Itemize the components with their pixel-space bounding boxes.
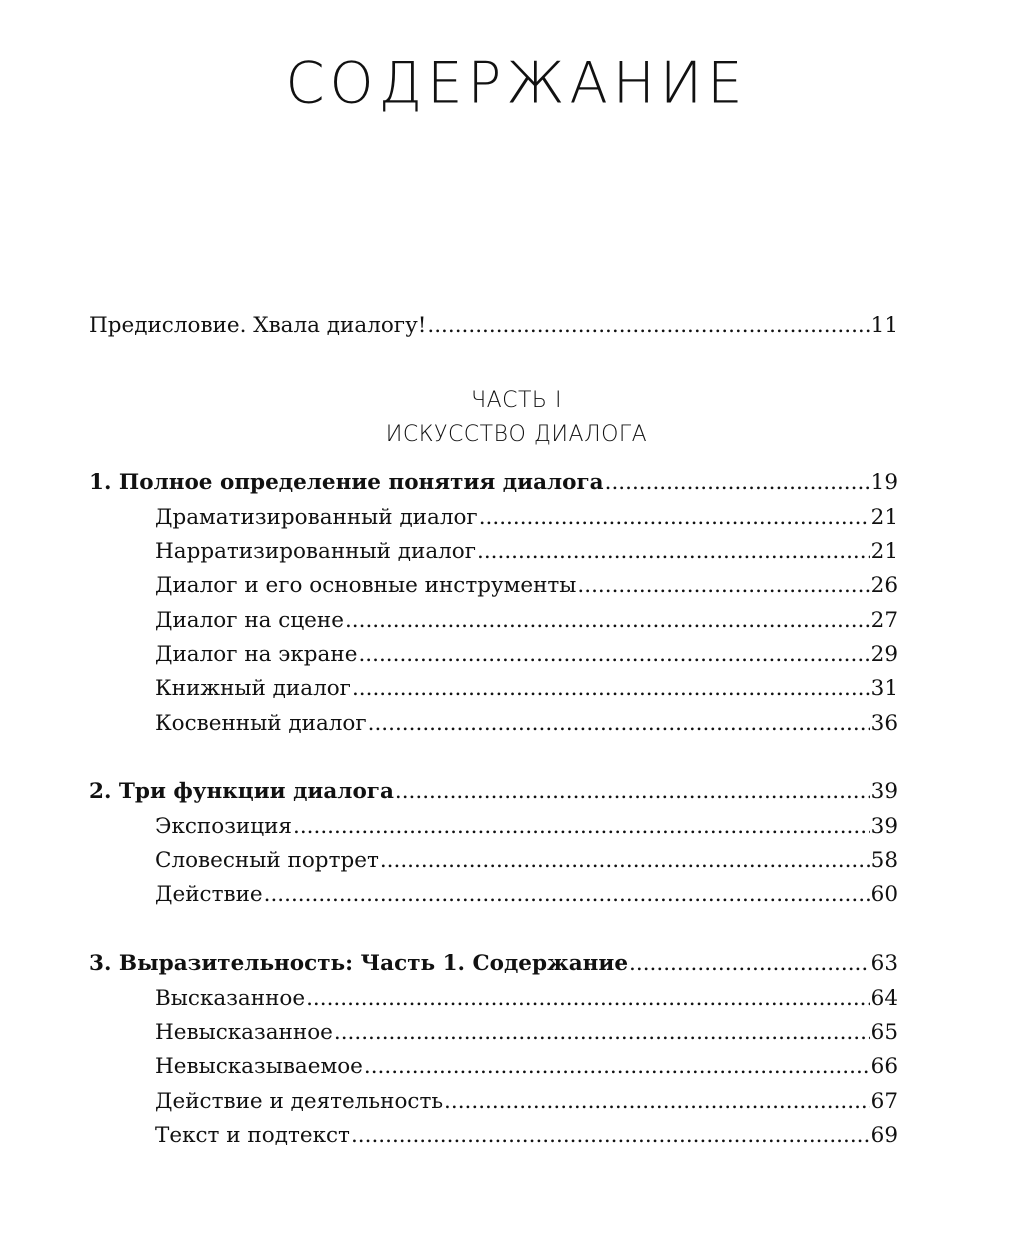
toc-entry-label: Нарратизированный диалог <box>155 539 477 564</box>
toc-entry[interactable] <box>155 812 898 842</box>
part-number: ЧАСТЬ I <box>470 388 562 413</box>
toc-entry-label: Текст и подтекст <box>155 1123 350 1148</box>
toc-chapter-label: 1. Полное определение понятия диалога <box>89 470 604 495</box>
toc-entry-label: Диалог на сцене <box>155 608 344 633</box>
dot-leader <box>380 846 870 876</box>
toc-entry-page: 60 <box>870 882 898 907</box>
dot-leader <box>577 571 869 601</box>
toc-entry-label: Драматизированный диалог <box>155 505 478 530</box>
toc-entry-page: 36 <box>870 711 898 736</box>
toc-entry-page: 65 <box>870 1020 898 1045</box>
dot-leader <box>477 537 870 567</box>
toc-entry[interactable] <box>155 571 898 601</box>
toc-entry-label: Действие <box>155 882 263 907</box>
toc-entry[interactable] <box>155 674 898 704</box>
toc-entry[interactable] <box>155 880 898 910</box>
toc-entry-label: Невысказываемое <box>155 1054 363 1079</box>
toc-entry[interactable] <box>155 709 898 739</box>
toc-chapter-3[interactable] <box>89 949 898 979</box>
dot-leader <box>629 949 870 979</box>
toc-entry-label: Предисловие. Хвала диалогу! <box>89 313 427 338</box>
dot-leader <box>293 812 870 842</box>
toc-chapter-1[interactable] <box>89 468 898 498</box>
toc-entry-page: 21 <box>870 539 898 564</box>
dot-leader <box>364 1052 870 1082</box>
dot-leader <box>479 503 870 533</box>
toc-chapter-label: 3. Выразительность: Часть 1. Содержание <box>89 951 629 976</box>
toc-entry[interactable] <box>155 1018 898 1048</box>
part-name: ИСКУССТВО ДИАЛОГА <box>385 422 648 447</box>
toc-chapter-label: 2. Три функции диалога <box>89 779 394 804</box>
toc-entry-page: 11 <box>870 313 898 338</box>
toc-entry-page: 39 <box>870 814 898 839</box>
dot-leader <box>345 606 870 636</box>
toc-entry-page: 29 <box>870 642 898 667</box>
toc-entry-label: Книжный диалог <box>155 676 351 701</box>
toc-entry-label: Невысказанное <box>155 1020 333 1045</box>
toc-entry-page: 31 <box>870 676 898 701</box>
toc-entry-label: Словесный портрет <box>155 848 379 873</box>
toc-entry[interactable] <box>155 640 898 670</box>
toc-entry[interactable] <box>155 846 898 876</box>
toc-entry-label: Диалог на экране <box>155 642 358 667</box>
toc-entry[interactable] <box>155 606 898 636</box>
dot-leader <box>427 311 869 341</box>
toc-entry-page: 69 <box>870 1123 898 1148</box>
toc-entry-page: 67 <box>870 1089 898 1114</box>
toc-entry-page: 66 <box>870 1054 898 1079</box>
dot-leader <box>358 640 869 670</box>
dot-leader <box>395 777 870 807</box>
toc-entry[interactable] <box>155 1121 898 1151</box>
dot-leader <box>306 984 870 1014</box>
dot-leader <box>351 1121 870 1151</box>
toc-chapter-2[interactable] <box>89 777 898 807</box>
toc-entry-label: Действие и деятельность <box>155 1089 444 1114</box>
toc-entry[interactable] <box>155 1087 898 1117</box>
toc-chapter-page: 39 <box>870 779 898 804</box>
toc-entry[interactable] <box>155 1052 898 1082</box>
toc-entry-preface[interactable] <box>89 311 898 341</box>
toc-entry[interactable] <box>155 537 898 567</box>
page-title: СОДЕРЖАНИЕ <box>285 50 748 117</box>
toc-entry-label: Диалог и его основные инструменты <box>155 573 577 598</box>
dot-leader <box>605 468 870 498</box>
toc-chapter-page: 19 <box>870 470 898 495</box>
dot-leader <box>334 1018 870 1048</box>
toc-entry-page: 21 <box>870 505 898 530</box>
toc-entry-page: 64 <box>870 986 898 1011</box>
toc-entry-label: Косвенный диалог <box>155 711 367 736</box>
toc-entry[interactable] <box>155 503 898 533</box>
toc-entry-page: 58 <box>870 848 898 873</box>
toc-chapter-page: 63 <box>870 951 898 976</box>
toc-entry-page: 27 <box>870 608 898 633</box>
toc-entry-label: Экспозиция <box>155 814 292 839</box>
toc-entry-label: Высказанное <box>155 986 306 1011</box>
toc-entry-page: 26 <box>870 573 898 598</box>
dot-leader <box>264 880 870 910</box>
toc-entry[interactable] <box>155 984 898 1014</box>
dot-leader <box>352 674 870 704</box>
dot-leader <box>368 709 870 739</box>
dot-leader <box>444 1087 870 1117</box>
